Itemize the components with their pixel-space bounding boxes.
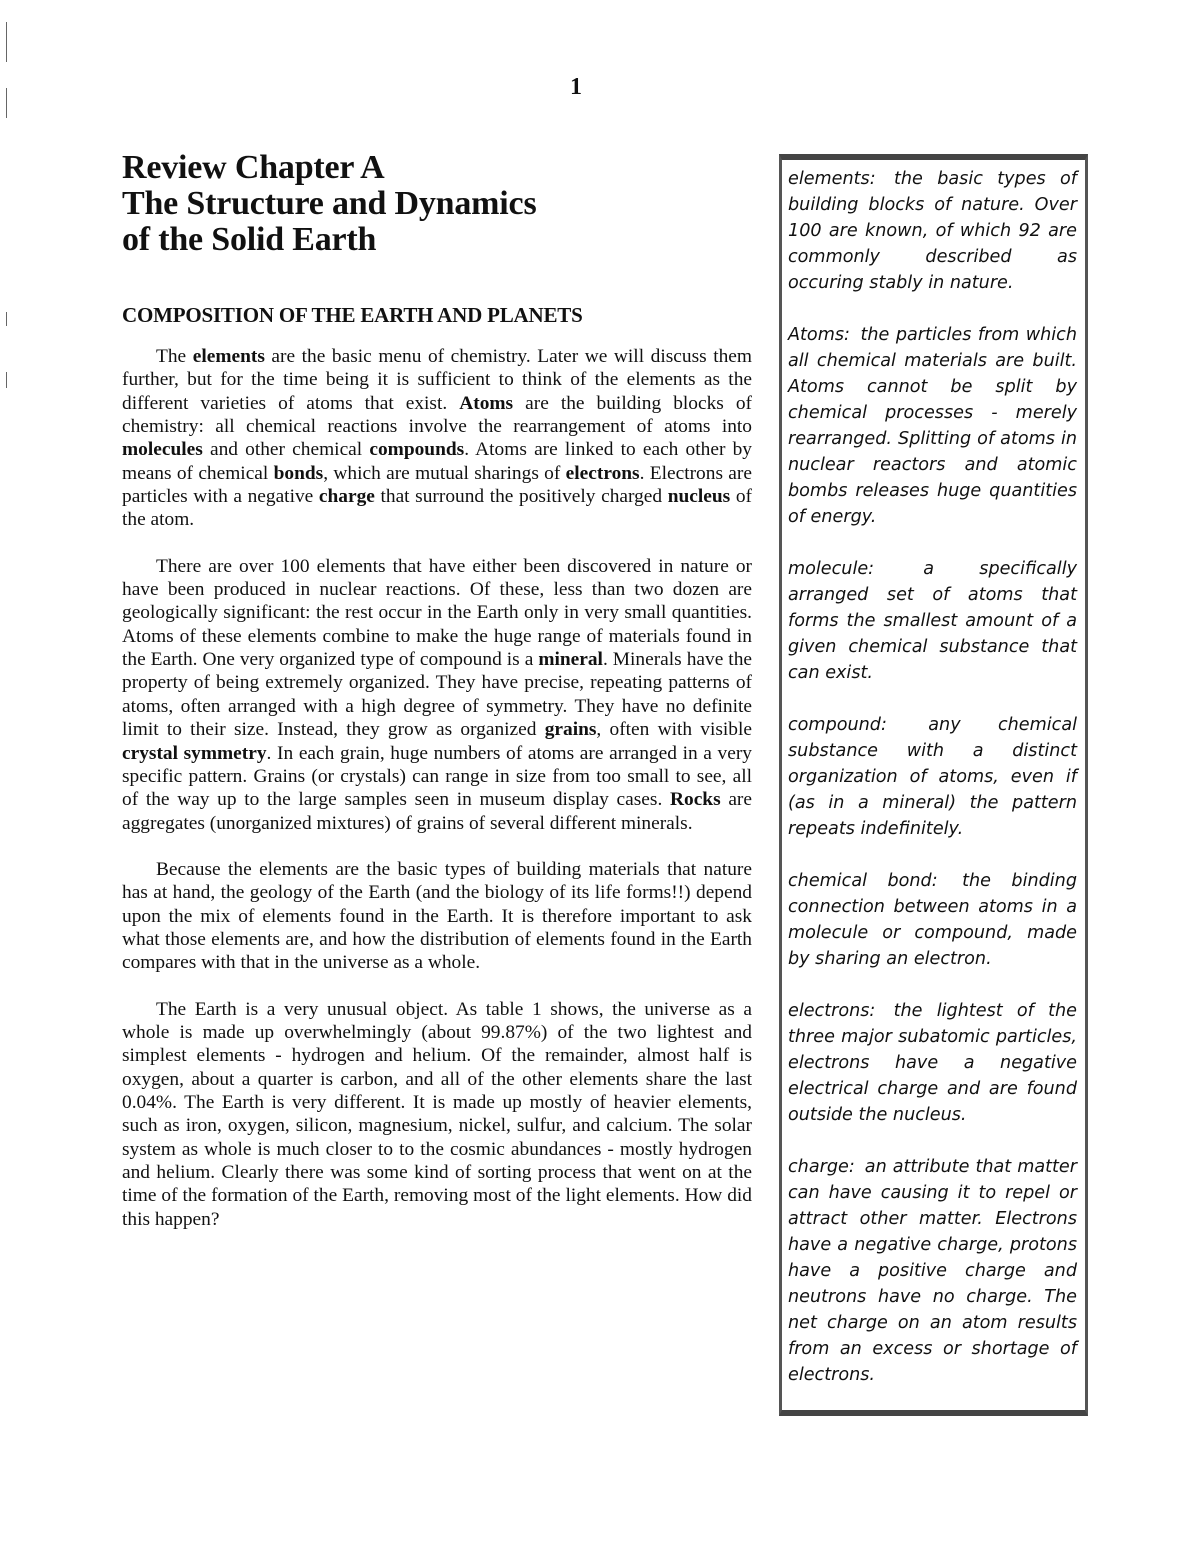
title-line: of the Solid Earth bbox=[122, 221, 377, 258]
glossary-definition: the basic types of building blocks of nature. Over 100 are known, of which 92 are commonly described as occuring stably in nature. bbox=[788, 169, 1077, 293]
text-run: , often with visible bbox=[596, 719, 752, 741]
glossary-entry bbox=[788, 868, 1077, 972]
text-run: . Atoms are linked to each other by means of chemical bbox=[122, 439, 752, 484]
glossary-entry bbox=[788, 166, 1077, 296]
title-line: The Structure and Dynamics bbox=[122, 185, 537, 222]
text-run: are aggregates (unorganized mixtures) of grains of several different minerals. bbox=[122, 789, 752, 834]
key-term: elements bbox=[192, 346, 265, 367]
glossary-definition: the particles from which all chemical materials are built. Atoms cannot be split by chemical processes - merely rearranged. Splitting of atoms in nuclear reactors and atomic bombs releases huge quantities of energy. bbox=[788, 325, 1077, 527]
key-term: mineral bbox=[538, 649, 603, 671]
key-term: electrons bbox=[565, 462, 640, 484]
text-run: Because the elements are the basic types of building materials that nature has at hand, the geology of the Earth (and the biology of its life forms!!) depend upon the mix of elements found in the Earth. It is therefore important to ask what those elements are, and how the distribution of elements found in the Earth compares with that in the universe as a whole. bbox=[122, 858, 752, 974]
glossary-entry bbox=[788, 998, 1077, 1128]
glossary-definition: the lightest of the three major subatomic particles, electrons have a negative electrical charge and are found outside the nucleus. bbox=[788, 1001, 1077, 1125]
body-paragraph bbox=[122, 998, 752, 1231]
key-term: nucleus bbox=[667, 486, 731, 508]
text-run: . In each grain, huge numbers of atoms are arranged in a very specific pattern. Grains (or crystals) can range in size from too small to see, all of the way up to the large samples seen in museum display cases. bbox=[122, 742, 752, 811]
text-run: and other chemical bbox=[202, 439, 370, 461]
body-paragraph bbox=[122, 858, 752, 975]
key-term: molecules bbox=[122, 439, 203, 461]
key-term: charge bbox=[318, 486, 375, 508]
text-run: are the building blocks of chemistry: all chemical reactions involve the rearrangement of atoms into bbox=[122, 392, 753, 438]
glossary-term: chemical bond: bbox=[788, 871, 938, 891]
scan-artifact bbox=[6, 372, 7, 388]
body-paragraph bbox=[122, 555, 752, 835]
key-term: Atoms bbox=[459, 392, 514, 414]
text-run: . Minerals have the property of being extremely organized. They have precise, repeating patterns of atoms, often arranged with a high degree of symmetry. They have no definite limit to their size. Instead, they grow as organized bbox=[122, 649, 752, 741]
glossary-definition: any chemical substance with a distinct organization of atoms, even if (as in a mineral) the pattern repeats indefinitely. bbox=[788, 715, 1077, 839]
key-term: Rocks bbox=[670, 789, 721, 811]
text-run: of the atom. bbox=[122, 486, 752, 531]
glossary-term: electrons: bbox=[788, 1001, 876, 1021]
scan-artifact bbox=[6, 88, 7, 118]
scan-artifact bbox=[6, 22, 7, 62]
glossary-term: molecule: bbox=[788, 559, 875, 579]
chapter-title bbox=[122, 150, 742, 258]
glossary-entry bbox=[788, 1154, 1077, 1388]
glossary-term: charge: bbox=[788, 1157, 855, 1177]
glossary-definition: an attribute that matter can have causing it to repel or attract other matter. Electrons have a negative charge, protons have a positive charge and neutrons have no charge. The net charge on an atom results from an excess or shortage of electrons. bbox=[788, 1157, 1077, 1385]
text-run: are the basic menu of chemistry. Later we will discuss them further, but for the time being it is sufficient to think of the elements as the different varieties of atoms that exist. bbox=[122, 346, 752, 414]
glossary-term: elements: bbox=[788, 169, 876, 189]
key-term: crystal symmetry bbox=[122, 742, 267, 764]
key-term: bonds bbox=[273, 462, 324, 484]
glossary-definition: a specifically arranged set of atoms that forms the smallest amount of a given chemical substance that can exist. bbox=[788, 559, 1078, 683]
text-run: that surround the positively charged bbox=[374, 486, 668, 508]
page-number: 1 bbox=[570, 74, 582, 100]
glossary-entry bbox=[788, 322, 1077, 530]
glossary-entry bbox=[788, 712, 1077, 842]
text-run: The Earth is a very unusual object. As table 1 shows, the universe as a whole is made up overwhelmingly (about 99.87%) of the two lightest and simplest elements - hydrogen and helium. Of the remainder, almost half is oxygen, about a quarter is carbon, and all of the other elements share the last 0.04%. The Earth is very different. It is made up mostly of heavier elements, such as iron, oxygen, silicon, magnesium, nickel, sulfur, and calcium. The solar system as whole is much closer to to the cosmic abundances - mostly hydrogen and helium. Clearly there was some kind of sorting process that went on at the time of the formation of the Earth, removing most of the light elements. How did this happen? bbox=[122, 998, 752, 1230]
key-term: grains bbox=[544, 719, 597, 741]
title-line: Review Chapter A bbox=[122, 149, 385, 186]
glossary-term: compound: bbox=[788, 715, 887, 735]
section-heading: COMPOSITION OF THE EARTH AND PLANETS bbox=[122, 303, 583, 327]
text-run: The bbox=[156, 346, 193, 367]
scan-artifact bbox=[6, 312, 7, 326]
glossary-term: Atoms: bbox=[788, 325, 850, 345]
key-term: compounds bbox=[369, 439, 465, 461]
text-run: . Electrons are particles with a negative bbox=[122, 462, 752, 508]
text-run: , which are mutual sharings of bbox=[323, 462, 566, 484]
text-run: There are over 100 elements that have either been discovered in nature or have been produced in nuclear reactions. Of these, less than two dozen are geologically significant: the rest occur in the Earth only in very small quantities. Atoms of these elements combine to make the huge range of materials found in the Earth. One very organized type of compound is a bbox=[122, 555, 752, 671]
main-body-text bbox=[122, 345, 752, 1254]
body-paragraph bbox=[122, 345, 752, 532]
glossary-entry bbox=[788, 556, 1077, 686]
glossary-definition: the binding connection between atoms in a molecule or compound, made by sharing an electron. bbox=[788, 871, 1077, 969]
glossary-sidebar bbox=[779, 154, 1088, 1416]
